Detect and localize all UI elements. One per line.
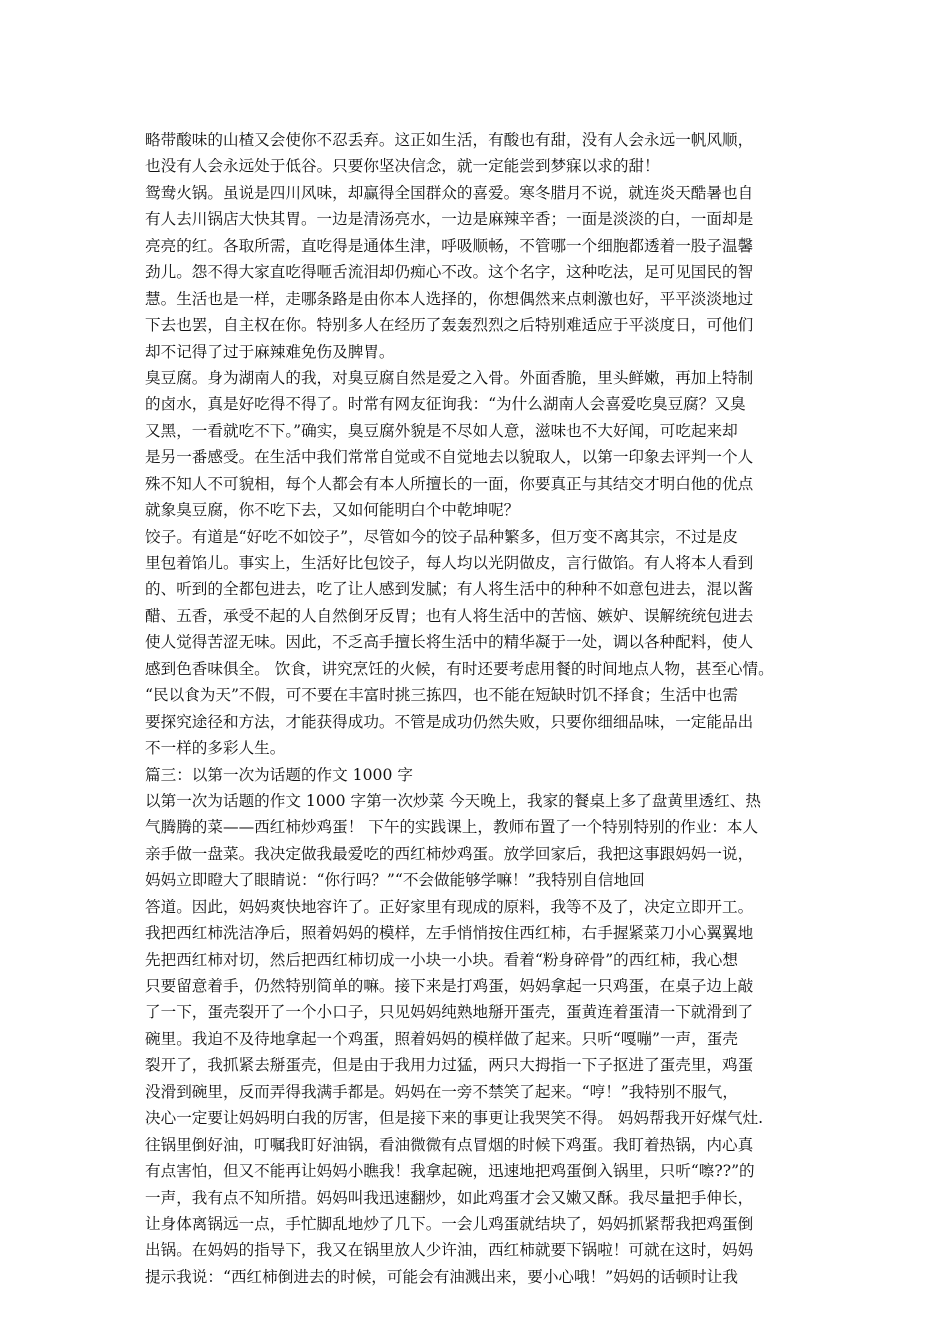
text-line: 里包着馅儿。事实上，生活好比包饺子，每人均以光阴做皮，言行做馅。有人将本人看到 [145, 554, 754, 572]
text-line: 略带酸味的山楂又会使你不忍丢弃。这正如生活，有酸也有甜，没有人会永远一帆风顺， [145, 131, 754, 149]
text-line: 慧。生活也是一样，走哪条路是由你本人选择的，你想偶然来点刺激也好，平平淡淡地过 [145, 289, 754, 308]
text-line: 感到色香味俱全。 饮食，讲究烹饪的火候，有时还要考虑用餐的时间地点人物，甚至心情。 [145, 659, 774, 678]
text-line: 亮亮的红。各取所需，直吃得是通体生津，呼吸顺畅，不管哪一个细胞都透着一股子温馨 [145, 236, 754, 255]
section-heading: 篇三：以第一次为话题的作文 1000 字 [145, 765, 413, 784]
text-line: 气腾腾的菜——西红柿炒鸡蛋！ 下午的实践课上，教师布置了一个特别特别的作业：本人 [145, 818, 759, 837]
text-line: 提示我说：“西红柿倒进去的时候，可能会有油溅出来，要小心哦！”妈妈的话顿时让我 [145, 1267, 738, 1286]
text-line: 碗里。我迫不及待地拿起一个鸡蛋，照着妈妈的模样做了起来。只听“嘎嘣”一声，蛋壳 [145, 1029, 738, 1048]
text-line: 往锅里倒好油，叮嘱我盯好油锅，看油微微有点冒烟的时候下鸡蛋。我盯着热锅，内心真 [145, 1135, 754, 1154]
text-line: 了一下，蛋壳裂开了一个小口子，只见妈妈纯熟地掰开蛋壳，蛋黄连着蛋清一下就滑到了 [145, 1003, 754, 1022]
text-line: 答道。因此，妈妈爽快地容许了。正好家里有现成的原料，我等不及了，决定立即开工。 [145, 897, 754, 916]
text-line: 让身体离锅远一点，手忙脚乱地炒了几下。一会儿鸡蛋就结块了，妈妈抓紧帮我把鸡蛋倒 [145, 1214, 754, 1233]
text-line: 就象臭豆腐，你不吃下去，又如何能明白个中乾坤呢？ [145, 501, 520, 520]
text-line: 先把西红柿对切，然后把西红柿切成一小块一小块。看着“粉身碎骨”的西红柿，我心想 [145, 950, 738, 969]
text-line: 出锅。在妈妈的指导下，我又在锅里放人少许油，西红柿就要下锅啦！可就在这时，妈妈 [145, 1241, 754, 1260]
text-line: 裂开了，我抓紧去掰蛋壳，但是由于我用力过猛，两只大拇指一下子抠进了蛋壳里，鸡蛋 [145, 1056, 754, 1075]
text-line: 以第一次为话题的作文 1000 字第一次炒菜 今天晚上，我家的餐桌上多了盘黄里透红、热 [145, 791, 761, 810]
text-line: 要探究途径和方法，才能获得成功。不管是成功仍然失败，只要你细细品味，一定能品出 [145, 712, 754, 731]
text-line: 下去也罢，自主权在你。特别多人在经历了轰轰烈烈之后特别难适应于平淡度日，可他们 [145, 316, 754, 335]
text-line: 鸳鸯火锅。虽说是四川风味，却赢得全国群众的喜爱。寒冬腊月不说，就连炎天酷暑也自 [145, 183, 754, 202]
text-line: 亲手做一盘菜。我决定做我最爱吃的西红柿炒鸡蛋。放学回家后，我把这事跟妈妈一说， [145, 844, 754, 863]
text-line: 是另一番感受。在生活中我们常常自觉或不自觉地去以貌取人，以第一印象去评判一个人 [145, 448, 754, 467]
text-line: 臭豆腐。身为湖南人的我，对臭豆腐自然是爱之入骨。外面香脆，里头鲜嫩，再加上特制 [145, 368, 754, 387]
text-line: 没滑到碗里，反而弄得我满手都是。妈妈在一旁不禁笑了起来。“哼！”我特别不服气， [145, 1082, 738, 1101]
text-line: 不一样的多彩人生。 [145, 739, 286, 758]
text-line: 劲儿。怨不得大家直吃得咂舌流泪却仍痴心不改。这个名字，这种吃法，足可见国民的智 [145, 263, 754, 282]
text-line: 只要留意着手，仍然特别简单的嘛。接下来是打鸡蛋，妈妈拿起一只鸡蛋，在桌子边上敲 [145, 977, 754, 995]
text-line: 一声，我有点不知所措。妈妈叫我迅速翻炒，如此鸡蛋才会又嫩又酥。我尽量把手伸长， [145, 1188, 754, 1207]
text-line: 却不记得了过于麻辣难免伤及脾胃。 [145, 342, 395, 361]
text-line: “民以食为天”不假，可不要在丰富时挑三拣四，也不能在短缺时饥不择食；生活中也需 [145, 686, 738, 705]
text-line: 有点害怕，但又不能再让妈妈小瞧我！我拿起碗，迅速地把鸡蛋倒入锅里，只听“嚓??”的 [145, 1162, 755, 1181]
text-line: 决心一定要让妈妈明白我的厉害，但是接下来的事更让我哭笑不得。 妈妈帮我开好煤气灶. [145, 1109, 764, 1128]
text-line: 饺子。有道是“好吃不如饺子”，尽管如今的饺子品种繁多，但万变不离其宗，不过是皮 [145, 527, 738, 546]
text-line: 有人去川锅店大快其胃。一边是清汤亮水，一边是麻辣辛香；一面是淡淡的白，一面却是 [145, 210, 754, 229]
text-line: 的、听到的全都包进去，吃了让人感到发腻；有人将生活中的种种不如意包进去，混以酱 [145, 580, 754, 599]
text-line: 的卤水，真是好吃得不得了。时常有网友征询我：“为什么湖南人会喜爱吃臭豆腐？又臭 [145, 395, 746, 414]
text-line: 醋、五香，承受不起的人自然倒牙反胃；也有人将生活中的苦恼、嫉妒、误解统统包进去 [145, 606, 754, 625]
document-body [145, 127, 811, 1290]
text-line: 妈妈立即瞪大了眼睛说：“你行吗？”“不会做能够学嘛！”我特别自信地回 [145, 871, 645, 890]
text-line: 殊不知人不可貌相，每个人都会有本人所擅长的一面，你要真正与其结交才明白他的优点 [145, 474, 754, 493]
text-line: 又黑，一看就吃不下。”确实，臭豆腐外貌是不尽如人意，滋味也不大好闻，可吃起来却 [145, 421, 738, 440]
text-line: 使人觉得苦涩无味。因此，不乏高手擅长将生活中的精华凝于一处，调以各种配料，使人 [145, 633, 754, 652]
text-line: 也没有人会永远处于低谷。只要你坚决信念，就一定能尝到梦寐以求的甜！ [145, 157, 660, 176]
text-line: 我把西红柿洗洁净后，照着妈妈的模样，左手悄悄按住西红柿，右手握紧菜刀小心翼翼地 [145, 924, 754, 943]
